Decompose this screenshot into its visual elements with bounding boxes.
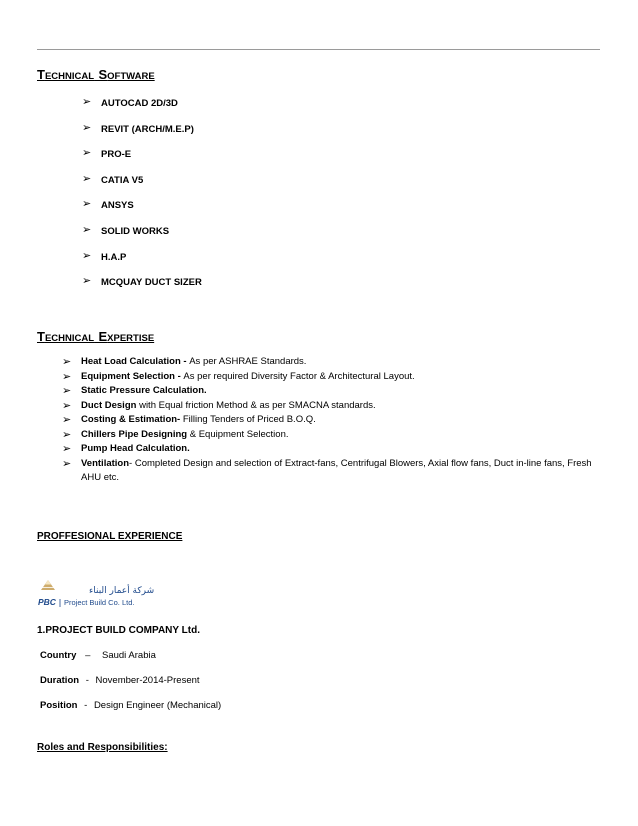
expertise-item [62, 428, 602, 443]
expertise-list [62, 355, 602, 486]
professional-experience-heading: PROFFESIONAL EXPERIENCE [37, 531, 183, 542]
heading-initial: S [98, 67, 108, 82]
software-item [82, 121, 202, 150]
software-item [82, 200, 202, 226]
country-label: Country [40, 650, 77, 661]
expertise-item [62, 384, 602, 399]
duration-row [40, 675, 200, 686]
heading-initial: T [37, 329, 45, 344]
expertise-item [62, 457, 602, 486]
expertise-item-title: Static Pressure Calculation. [81, 385, 207, 396]
logo-name-text: Project Build Co. Ltd. [64, 598, 135, 607]
heading-rest: ECHNICAL [44, 71, 95, 82]
logo-arabic-text: شركة أعمار البناء [89, 586, 155, 596]
expertise-item-text: with Equal friction Method & as per SMACNA standards. [136, 399, 376, 411]
technical-expertise-heading [37, 328, 154, 346]
expertise-item-title: Costing & Estimation- [81, 414, 181, 425]
software-item-label: H.A.P [101, 251, 127, 263]
expertise-item-title: Heat Load Calculation - [81, 356, 190, 367]
expertise-item-text: & Equipment Selection. [187, 428, 289, 440]
expertise-item [62, 370, 602, 385]
expertise-item [62, 355, 602, 370]
position-value: Design Engineer (Mechanical) [93, 700, 222, 711]
expertise-item [62, 413, 602, 428]
software-item [82, 149, 202, 175]
software-item-label: MCQUAY DUCT SIZER [101, 277, 202, 289]
arrowhead-bullet-icon: ➢ [62, 457, 72, 470]
arrowhead-bullet-icon: ➢ [62, 428, 72, 441]
expertise-item [62, 442, 602, 457]
arrowhead-bullet-icon: ➢ [82, 249, 92, 262]
company-name: 1.PROJECT BUILD COMPANY Ltd. [37, 625, 200, 636]
arrowhead-bullet-icon: ➢ [62, 443, 72, 455]
country-value: Saudi Arabia [102, 650, 156, 661]
software-item-label: ANSYS [101, 200, 134, 212]
arrowhead-bullet-icon: ➢ [82, 223, 92, 236]
position-label: Position [40, 700, 78, 711]
expertise-item-title: Equipment Selection - [81, 370, 184, 382]
country-row [40, 650, 156, 661]
software-item-label: PRO-E [101, 149, 132, 161]
software-item [82, 98, 202, 124]
arrowhead-bullet-icon: ➢ [62, 414, 72, 426]
software-item-label: AUTOCAD 2D/3D [101, 98, 178, 109]
country-separator: – [85, 650, 91, 661]
arrowhead-bullet-icon: ➢ [62, 385, 72, 397]
expertise-item-text: - Completed Design and selection of Extract-fans, Centrifugal Blowers, Axial flow fans, Duct in-line fans, Fresh AHU etc. [81, 457, 592, 483]
duration-value: November-2014-Present [95, 675, 200, 686]
software-item [82, 249, 202, 278]
arrowhead-bullet-icon: ➢ [82, 198, 92, 211]
heading-rest: XPERTISE [107, 333, 155, 344]
arrowhead-bullet-icon: ➢ [82, 172, 92, 185]
arrowhead-bullet-icon: ➢ [62, 356, 72, 368]
top-divider [37, 49, 600, 50]
software-item [82, 172, 202, 201]
heading-rest: OFTWARE [107, 71, 155, 82]
software-item [82, 277, 202, 303]
position-separator: - [84, 700, 88, 711]
heading-initial: T [37, 67, 45, 82]
expertise-item-title: Duct Design [81, 399, 137, 411]
expertise-item-title: Chillers Pipe Designing [81, 428, 188, 440]
arrowhead-bullet-icon: ➢ [62, 399, 72, 412]
expertise-item-text: As per required Diversity Factor & Architectural Layout. [183, 370, 415, 382]
heading-rest: ECHNICAL [44, 333, 95, 344]
expertise-item-title: Pump Head Calculation. [81, 443, 190, 454]
expertise-item-text: Filling Tenders of Priced B.O.Q. [180, 414, 316, 425]
technical-software-heading [37, 66, 155, 84]
duration-label: Duration [40, 675, 80, 686]
pyramid-icon [41, 580, 55, 590]
logo-abbr-text: PBC [38, 597, 56, 607]
roles-heading: Roles and Responsibilities: [37, 742, 168, 753]
arrowhead-bullet-icon: ➢ [82, 96, 92, 108]
heading-initial: E [98, 329, 108, 344]
software-item-label: REVIT (ARCH/M.E.P) [101, 123, 194, 135]
software-item-label: CATIA V5 [101, 174, 144, 186]
software-item [82, 223, 202, 252]
arrowhead-bullet-icon: ➢ [82, 121, 92, 134]
expertise-item-title: Ventilation [81, 457, 130, 469]
software-list [82, 98, 202, 303]
expertise-item [62, 399, 602, 414]
software-item-label: SOLID WORKS [101, 225, 170, 237]
company-logo [37, 578, 167, 610]
duration-separator: - [85, 675, 89, 686]
expertise-item-text: As per ASHRAE Standards. [189, 356, 307, 367]
arrowhead-bullet-icon: ➢ [62, 370, 72, 383]
arrowhead-bullet-icon: ➢ [82, 275, 92, 288]
position-row [40, 700, 221, 711]
arrowhead-bullet-icon: ➢ [82, 147, 92, 160]
